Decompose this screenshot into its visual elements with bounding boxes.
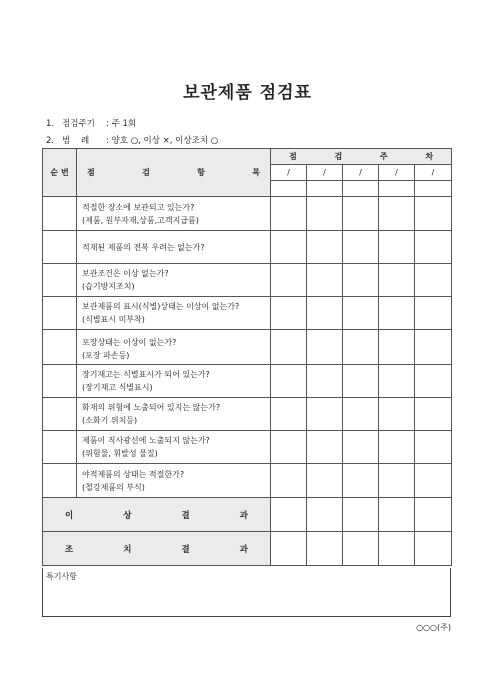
header-seq [43,149,77,197]
signature-cell[interactable] [343,181,379,197]
seq-cell [43,464,77,498]
check-cell[interactable] [415,264,452,297]
result-cell[interactable] [343,498,379,532]
check-item [77,264,271,297]
result-cell[interactable] [271,532,307,566]
check-item-line1: 적재된 제품의 전복 우려는 없는가? [82,242,205,252]
check-item-line2: (철강제품의 부식) [82,482,145,492]
info-value: : 양호 ○, 이상 ×, 이상조치 ○ [106,136,219,146]
action-result-char: 치 [123,544,132,555]
check-item-line1: 적절한 장소에 보관되고 있는가? [82,202,195,212]
check-cell[interactable] [415,330,452,365]
check-cell[interactable] [415,398,452,431]
table-row [43,365,452,398]
action-result-row [43,532,452,566]
check-cell[interactable] [415,197,452,231]
info-number: 2. [46,136,55,146]
check-cell[interactable] [379,464,415,498]
date-cell[interactable]: / [415,165,452,181]
seq-cell [43,431,77,464]
check-item-line2: (식별표시 미부착) [82,315,145,324]
abnormal-result-char: 결 [181,510,190,521]
check-cell[interactable] [271,398,307,431]
check-item [77,297,271,330]
check-cell[interactable] [343,464,379,498]
action-result-char: 결 [181,544,190,555]
check-item [77,330,271,365]
date-cell[interactable]: / [307,165,343,181]
check-item-line1: 제품이 직사광선에 노출되지 않는가? [82,436,210,445]
result-cell[interactable] [415,498,452,532]
check-cell[interactable] [343,330,379,365]
check-cell[interactable] [379,231,415,264]
table-row [43,197,452,231]
check-cell[interactable] [271,330,307,365]
check-cell[interactable] [307,365,343,398]
table-row [43,264,452,297]
check-item-line2: (습기방지조치) [82,282,135,291]
check-cell[interactable] [343,398,379,431]
check-cell[interactable] [343,297,379,330]
check-cell[interactable] [415,365,452,398]
check-item [77,398,271,431]
check-cell[interactable] [307,231,343,264]
check-cell[interactable] [343,197,379,231]
abnormal-result-char: 이 [65,510,74,521]
result-cell[interactable] [271,498,307,532]
inspection-table [42,148,452,566]
check-item-line1: 포장상태는 이상이 없는가? [82,338,177,347]
check-item-line2: (포장 파손등) [82,351,130,360]
header-seq-char: 번 [61,168,69,177]
header-round-char: 검 [334,152,343,161]
check-item-line2: (제품, 원부자재,상품,고객지급품) [82,215,199,225]
check-item-line1: 화재의 위험에 노출되어 있지는 않는가? [82,403,221,412]
table-row [43,398,452,431]
signature-cell[interactable] [379,181,415,197]
info-label: 점검주기 [62,119,95,129]
check-cell[interactable] [415,431,452,464]
result-cell[interactable] [379,532,415,566]
table-row [43,431,452,464]
info-number: 1. [46,119,55,129]
info-label: 범 례 [62,136,90,146]
check-item [77,197,271,231]
date-cell[interactable]: / [271,165,307,181]
date-cell[interactable]: / [379,165,415,181]
check-cell[interactable] [415,231,452,264]
check-item [77,231,271,264]
check-cell[interactable] [271,431,307,464]
check-cell[interactable] [307,330,343,365]
check-cell[interactable] [307,398,343,431]
company-name: ○○○(주) [416,623,451,632]
check-item-line2: (위험물, 휘발성 물질) [82,449,158,458]
check-cell[interactable] [415,297,452,330]
action-result-char: 조 [65,544,74,555]
check-cell[interactable] [271,197,307,231]
check-cell[interactable] [271,264,307,297]
abnormal-result-char: 과 [239,510,248,521]
action-result-label [43,532,271,566]
check-cell[interactable] [379,330,415,365]
action-result-char: 과 [239,544,248,555]
check-item-line2: (장기재고 식별표시) [82,383,153,392]
header-round-char: 점 [289,152,297,161]
check-cell[interactable] [307,197,343,231]
check-cell[interactable] [271,464,307,498]
check-item-line1: 야적제품의 상태는 적절한가? [82,469,185,479]
info-legend [46,135,218,147]
result-cell[interactable] [415,532,452,566]
table-row [43,297,452,330]
seq-cell [43,365,77,398]
header-item-char: 항 [197,168,205,177]
header-item-char: 목 [252,168,260,177]
check-item-line2: (소화기 위치등) [82,416,138,425]
check-cell[interactable] [271,297,307,330]
check-item [77,431,271,464]
check-cell[interactable] [379,365,415,398]
check-cell[interactable] [307,264,343,297]
abnormal-result-row [43,498,452,532]
header-seq-char: 순 [50,168,58,177]
header-round-char: 주 [379,152,388,161]
seq-cell [43,197,77,231]
check-cell[interactable] [343,264,379,297]
remarks-label: 특기사항 [46,572,77,581]
result-cell[interactable] [307,532,343,566]
seq-cell [43,398,77,431]
header-check-round [271,149,452,165]
check-cell[interactable] [379,431,415,464]
check-item [77,365,271,398]
document-title: 보관제품 점검표 [183,83,312,103]
signature-cell[interactable] [415,181,452,197]
signature-cell[interactable] [307,181,343,197]
check-cell[interactable] [379,398,415,431]
remarks-box[interactable] [42,568,451,617]
check-cell[interactable] [379,264,415,297]
abnormal-result-char: 상 [123,510,132,521]
result-cell[interactable] [307,498,343,532]
result-cell[interactable] [343,532,379,566]
info-value: : 주 1회 [106,119,137,129]
check-cell[interactable] [307,297,343,330]
header-item-char: 검 [142,168,150,177]
check-item-line1: 보관제품의 표시(식별)상태는 이상이 없는가? [82,302,240,311]
check-cell[interactable] [343,365,379,398]
header-item-char: 점 [87,168,95,177]
check-cell[interactable] [307,431,343,464]
check-cell[interactable] [307,464,343,498]
table-row [43,330,452,365]
check-item-line1: 장기재고는 식별표시가 되어 있는가? [82,370,210,379]
header-round-char: 차 [425,152,434,161]
signature-cell[interactable] [271,181,307,197]
check-cell[interactable] [343,231,379,264]
check-item-line1: 보관조건은 이상 없는가? [82,269,169,278]
check-cell[interactable] [379,197,415,231]
check-cell[interactable] [379,297,415,330]
check-cell[interactable] [343,431,379,464]
check-cell[interactable] [271,231,307,264]
header-check-item [77,149,271,197]
check-cell[interactable] [415,464,452,498]
seq-cell [43,231,77,264]
table-row [43,231,452,264]
check-cell[interactable] [271,365,307,398]
info-inspection-cycle [46,118,136,130]
abnormal-result-label [43,498,271,532]
check-item [77,464,271,498]
seq-cell [43,297,77,330]
seq-cell [43,330,77,365]
date-cell[interactable]: / [343,165,379,181]
result-cell[interactable] [379,498,415,532]
table-row [43,464,452,498]
seq-cell [43,264,77,297]
